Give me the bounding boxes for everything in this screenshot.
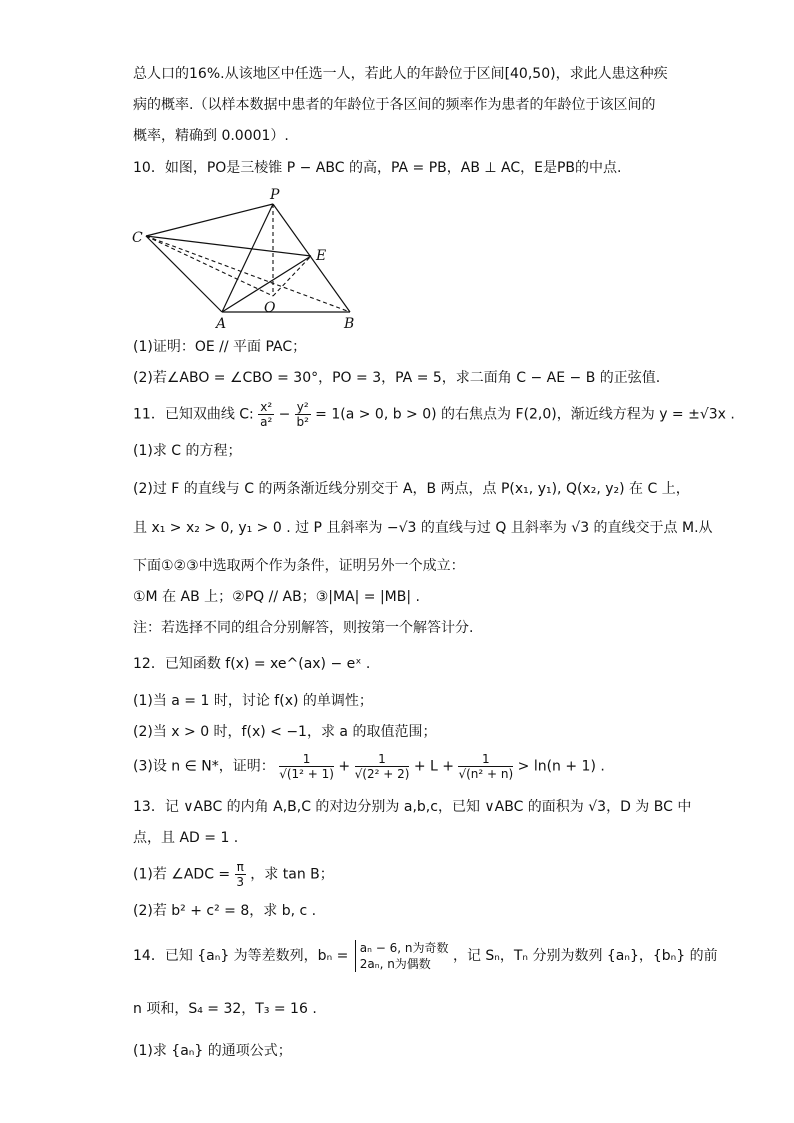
- question-12: 12．已知函数 f(x) = xe^(ax) − eˣ .: [133, 656, 371, 672]
- label-b: B: [344, 316, 355, 332]
- label-o: O: [264, 300, 276, 316]
- label-e: E: [316, 248, 327, 264]
- text-line-2: 病的概率.（以样本数据中患者的年龄位于各区间的频率作为患者的年龄位于该区间的: [133, 97, 656, 113]
- fraction-term-1: $\frac{1}{\text{√(1² + 1)}}$: [279, 752, 334, 781]
- fraction-term-n: $\frac{1}{\text{√(n² + n)}}$: [458, 752, 514, 781]
- edge-c-p: [146, 204, 273, 236]
- question-14-part-1: (1)求 {aₙ} 的通项公式；: [133, 1043, 292, 1059]
- question-12-part-3: (3)设 n ∈ N*，证明： $\frac{1}{\text{√(1² + 1)}}$ + $\frac{1}{\text{√(2² + 2)}}$ + L + $\frac{1}{\text{√(n² + n)}}$ > ln(n + 1) .: [133, 752, 605, 781]
- question-12-part-3-lead: (3)设 n ∈ N*，证明：: [133, 758, 275, 775]
- question-11-part-2-line-1: (2)过 F 的直线与 C 的两条渐近线分别交于 A，B 两点，点 P(x₁, y₁), Q(x₂, y₂) 在 C 上，: [133, 481, 690, 497]
- question-11: 11．已知双曲线 C: $\frac{\text{x²}}{\text{a²}}$ − $\frac{\text{y²}}{\text{b²}}$ = 1(a > 0, b > 0) 的右焦点为 F(2,0)，渐近线方程为 y = ±√3x .: [133, 400, 735, 429]
- question-13-part-1: (1)若 ∠ADC = $\frac{\pi}{3}$ ，求 tan B；: [133, 860, 334, 889]
- pyramid-figure: [130, 184, 370, 334]
- question-13-line-1: 13．记 ∨ABC 的内角 A,B,C 的对边分别为 a,b,c，已知 ∨ABC 的面积为 √3，D 为 BC 中: [133, 799, 692, 815]
- label-a: A: [216, 316, 227, 332]
- question-11-part-2-line-3: 下面①②③中选取两个作为条件，证明另外一个成立：: [133, 558, 465, 574]
- question-14-line-1: 14．已知 {aₙ} 为等差数列，bₙ = aₙ − 6, n为奇数 2aₙ, n为偶数 ，记 Sₙ，Tₙ 分别为数列 {aₙ}，{bₙ} 的前: [133, 941, 718, 971]
- question-12-part-2: (2)当 x > 0 时，f(x) < −1，求 a 的取值范围；: [133, 724, 437, 740]
- question-12-part-1: (1)当 a = 1 时，讨论 f(x) 的单调性；: [133, 693, 373, 709]
- fraction-term-2: $\frac{1}{\text{√(2² + 2)}}$: [354, 752, 410, 781]
- question-11-part-1: (1)求 C 的方程；: [133, 443, 242, 459]
- edge-c-e: [146, 236, 311, 256]
- question-11-rest: = 1(a > 0, b > 0) 的右焦点为 F(2,0)，渐近线方程为 y = ±√3x .: [315, 406, 735, 423]
- edge-p-b: [273, 204, 350, 312]
- label-p: P: [270, 187, 280, 203]
- question-11-lead: 11．已知双曲线 C:: [133, 406, 254, 423]
- question-12-part-3-tail: > ln(n + 1) .: [517, 758, 605, 775]
- fraction-pi-3: $\frac{\pi}{3}$: [236, 860, 245, 889]
- edge-c-a: [146, 236, 222, 312]
- label-c: C: [132, 230, 143, 246]
- question-11-part-2-line-4: ①M 在 AB 上；②PQ // AB；③|MA| = |MB| .: [133, 589, 420, 605]
- question-11-note: 注：若选择不同的组合分别解答，则按第一个解答计分.: [133, 620, 474, 636]
- fraction-y2-b2: $\frac{\text{y²}}{\text{b²}}$: [296, 400, 309, 429]
- question-10-part-1: (1)证明：OE // 平面 PAC；: [133, 339, 307, 355]
- question-13-part-2: (2)若 b² + c² = 8，求 b, c .: [133, 903, 317, 919]
- text-line-1: 总人口的16%.从该地区中任选一人，若此人的年龄位于区间[40,50)，求此人患这种疾: [133, 66, 668, 82]
- question-14-line-2: n 项和，S₄ = 32，T₃ = 16 .: [133, 1001, 317, 1017]
- question-10: 10．如图，PO是三棱锥 P − ABC 的高，PA = PB，AB ⊥ AC，E是PB的中点.: [133, 160, 622, 176]
- question-11-part-2-line-2: 且 x₁ > x₂ > 0, y₁ > 0 . 过 P 且斜率为 −√3 的直线与过 Q 且斜率为 √3 的直线交于点 M.从: [133, 520, 713, 536]
- fraction-x2-a2: $\frac{\text{x²}}{\text{a²}}$: [260, 400, 273, 429]
- question-13-line-2: 点，且 AD = 1 .: [133, 830, 239, 846]
- question-10-part-2: (2)若∠ABO = ∠CBO = 30°，PO = 3，PA = 5，求二面角 C − AE − B 的正弦值.: [133, 370, 661, 386]
- piecewise-definition: aₙ − 6, n为奇数 2aₙ, n为偶数: [355, 940, 449, 972]
- text-line-3: 概率，精确到 0.0001）.: [133, 128, 289, 144]
